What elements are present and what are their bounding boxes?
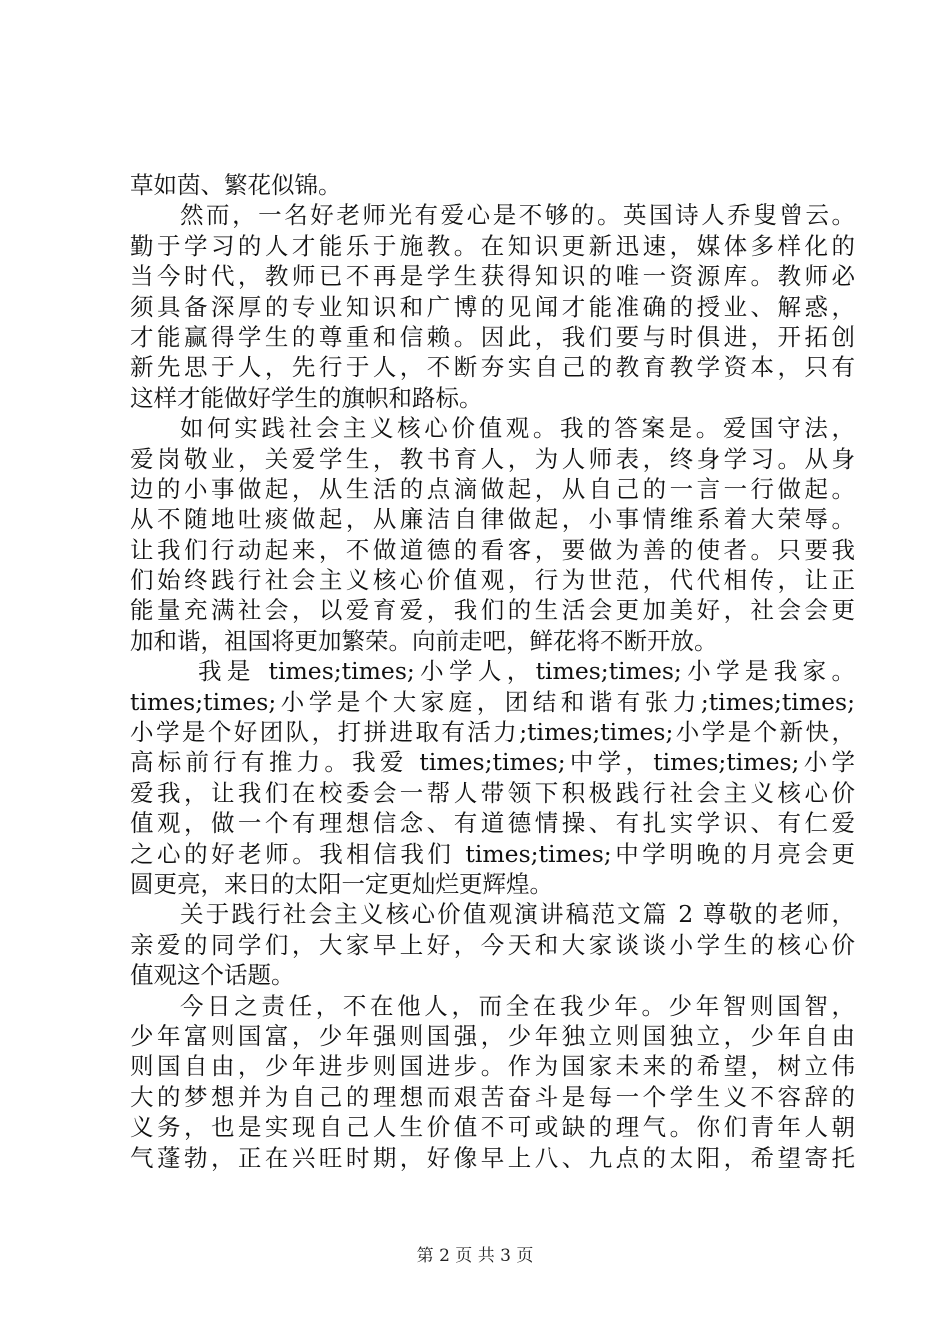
text-line: 值观，做一个有理想信念、有道德情操、有扎实学识、有仁爱	[130, 809, 855, 838]
text-line: 则国自由，少年进步则国进步。作为国家未来的希望，树立伟	[130, 1052, 855, 1081]
text-line: 我是 times;times;小学人，times;times;小学是我家。	[198, 657, 855, 686]
text-line: 能量充满社会，以爱育爱，我们的生活会更加美好，社会会更	[130, 596, 855, 625]
text-line: 当今时代，教师已不再是学生获得知识的唯一资源库。教师必	[130, 262, 855, 291]
text-line: 如何实践社会主义核心价值观。我的答案是。爱国守法，	[180, 414, 855, 443]
text-line: 爱我，让我们在校委会一帮人带领下积极践行社会主义核心价	[130, 778, 855, 807]
text-line: 今日之责任，不在他人，而全在我少年。少年智则国智，	[180, 991, 855, 1020]
text-line: 值观这个话题。	[130, 961, 295, 990]
text-line: 勤于学习的人才能乐于施教。在知识更新迅速，媒体多样化的	[130, 231, 855, 260]
text-line: 新先思于人，先行于人，不断夯实自己的教育教学资本，只有	[130, 353, 855, 382]
text-line: 大的梦想并为自己的理想而艰苦奋斗是每一个学生义不容辞的	[130, 1082, 855, 1111]
text-line: 义务，也是实现自己人生价值不可或缺的理气。你们青年人朝	[130, 1113, 855, 1142]
document-body	[130, 170, 855, 1173]
text-line: 高标前行有推力。我爱 times;times;中学，times;times;小学	[130, 748, 855, 777]
text-line: 让我们行动起来，不做道德的看客，要做为善的使者。只要我	[130, 535, 855, 564]
page-number: 第 2 页 共 3 页	[416, 1246, 534, 1266]
text-line: 从不随地吐痰做起，从廉洁自律做起，小事情维系着大荣辱。	[130, 505, 855, 534]
text-line: 草如茵、繁花似锦。	[130, 171, 342, 199]
text-line: 亲爱的同学们，大家早上好，今天和大家谈谈小学生的核心价	[130, 930, 855, 959]
text-line: 圆更亮，来日的太阳一定更灿烂更辉煌。	[130, 869, 553, 898]
text-line: 小学是个好团队，打拼进取有活力;times;times;小学是个新快，	[130, 718, 855, 747]
text-line: 气蓬勃，正在兴旺时期，好像早上八、九点的太阳，希望寄托	[130, 1143, 855, 1172]
text-line: 们始终践行社会主义核心价值观，行为世范，代代相传，让正	[130, 566, 855, 595]
text-line: 关于践行社会主义核心价值观演讲稿范文篇 2 尊敬的老师，	[180, 900, 855, 929]
text-line: 爱岗敬业，关爱学生，教书育人，为人师表，终身学习。从身	[130, 444, 855, 473]
text-line: 这样才能做好学生的旗帜和路标。	[130, 383, 483, 412]
text-line: 才能赢得学生的尊重和信赖。因此，我们要与时俱进，开拓创	[130, 322, 855, 351]
text-line: 然而，一名好老师光有爱心是不够的。英国诗人乔叟曾云。	[180, 201, 855, 230]
text-line: 之心的好老师。我相信我们 times;times;中学明晚的月亮会更	[130, 839, 855, 868]
text-line: 须具备深厚的专业知识和广博的见闻才能准确的授业、解惑，	[130, 292, 855, 321]
text-line: 少年富则国富，少年强则国强，少年独立则国独立，少年自由	[130, 1021, 855, 1050]
text-line: times;times;小学是个大家庭，团结和谐有张力;times;times;	[130, 687, 855, 716]
text-line: 边的小事做起，从生活的点滴做起，从自己的一言一行做起。	[130, 474, 855, 503]
text-line: 加和谐，祖国将更加繁荣。向前走吧，鲜花将不断开放。	[130, 626, 718, 655]
